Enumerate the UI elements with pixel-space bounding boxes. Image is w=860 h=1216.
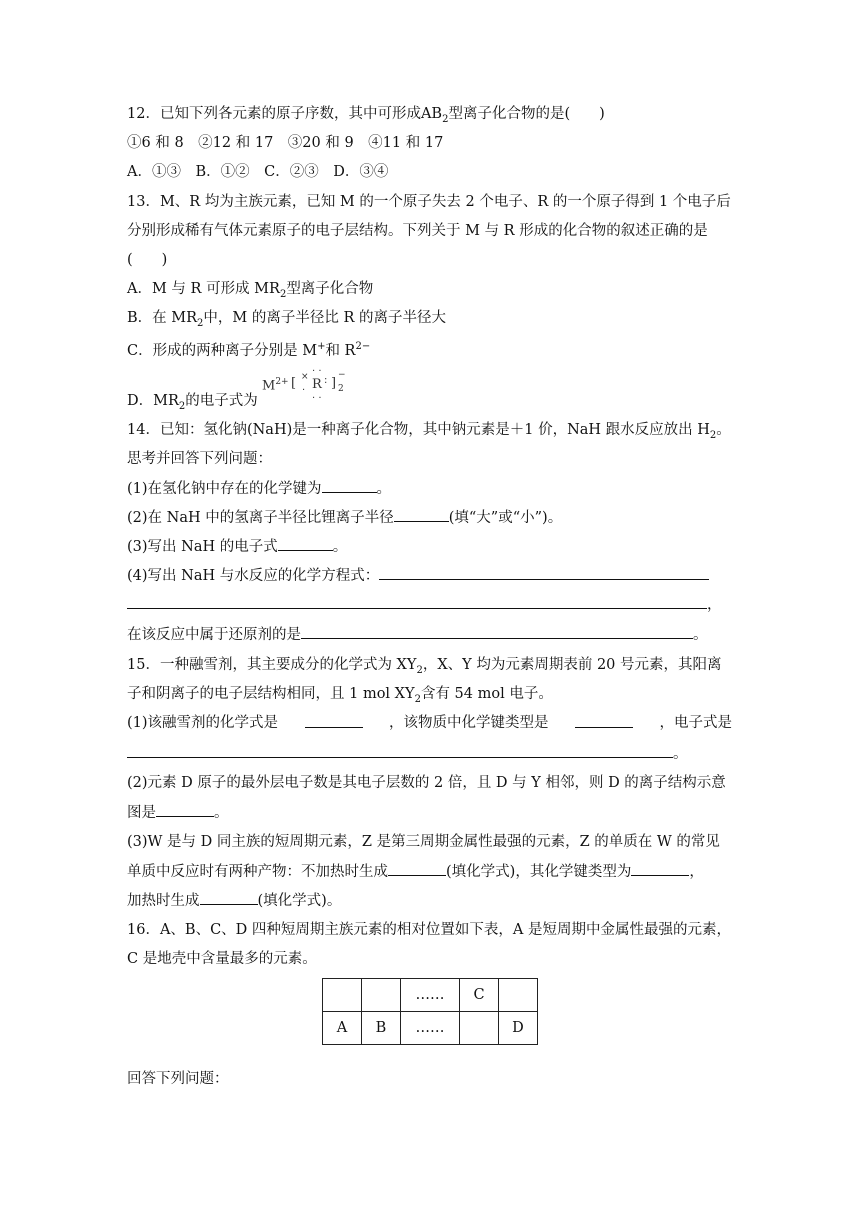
answer-blank[interactable] <box>200 890 258 905</box>
q15-part-3: (3)W 是与 D 同主族的短周期元素，Z 是第三周期金属性最强的元素，Z 的单质在 W 的常见 <box>127 834 720 850</box>
q14-part-4-cont: ， <box>127 594 722 615</box>
table-cell: B <box>362 1012 401 1045</box>
q13-option-c: C．形成的两种离子分别是 M+和 $R^{2-}$ <box>127 341 371 359</box>
q15-stem-2: 子和阴离子的电子层结构相同，且 1 mol $XY_2$含有 54 mol 电子。 <box>127 686 553 705</box>
answer-blank[interactable] <box>379 565 709 580</box>
q13-option-d: D．$MR_2$的电子式为 <box>127 393 258 412</box>
q15-part-2: (2)元素 D 原子的最外层电子数是其电子层数的 2 倍，且 D 与 Y 相邻，则 D 的离子结构示意 <box>127 775 726 791</box>
answer-blank[interactable] <box>127 594 707 609</box>
answer-blank[interactable] <box>575 713 633 728</box>
q15-part-2-cont: 图是 。 <box>127 802 229 823</box>
table-cell <box>323 979 362 1012</box>
q12-options: A．①③ B．①② C．②③ D．③④ <box>127 164 389 180</box>
q12-stem: 12．已知下列各元素的原子序数，其中可形成$AB_2$型离子化合物的是( ) <box>127 106 605 125</box>
q13-option-b: B．在 $MR_2$中，M 的离子半径比 R 的离子半径大 <box>127 310 446 329</box>
q15-part-1: (1)该融雪剂的化学式是 ，该物质中化学键类型是 ，电子式是 <box>127 715 732 731</box>
table-cell <box>362 979 401 1012</box>
table-row <box>323 979 538 1012</box>
answer-blank[interactable] <box>394 507 449 522</box>
q12-pairs: ①6 和 8 ②12 和 17 ③20 和 9 ④11 和 17 <box>127 135 444 151</box>
table-cell <box>460 1012 499 1045</box>
q16-followup: 回答下列问题： <box>127 1071 229 1087</box>
answer-blank[interactable] <box>156 802 214 817</box>
table-cell <box>499 979 538 1012</box>
periodic-position-table <box>322 978 538 1045</box>
answer-blank[interactable] <box>301 624 693 639</box>
q15-part-3-cont: 单质中反应时有两种产物：不加热时生成 (填化学式)，其化学键类型为 ， <box>127 861 704 882</box>
table-cell: D <box>499 1012 538 1045</box>
answer-blank[interactable] <box>631 861 689 876</box>
table-cell: C <box>460 979 499 1012</box>
q14-part-4: (4)写出 NaH 与水反应的化学方程式： <box>127 565 709 586</box>
q15-part-3-cont2: 加热时生成 (填化学式)。 <box>127 890 341 911</box>
answer-blank[interactable] <box>127 743 673 758</box>
table-cell: …… <box>401 979 460 1012</box>
answer-blank[interactable] <box>305 713 363 728</box>
q13-stem-1: 13．M、R 均为主族元素，已知 M 的一个原子失去 2 个电子、R 的一个原子得到 1 个电子后 <box>127 194 731 210</box>
answer-blank[interactable] <box>322 478 377 493</box>
table-cell: …… <box>401 1012 460 1045</box>
q14-part-5: 在该反应中属于还原剂的是 。 <box>127 624 708 645</box>
q14-stem-1: 14．已知：氢化钠(NaH)是一种离子化合物，其中钠元素是＋1 价，NaH 跟水反应放出 $H_2$。 <box>127 422 731 441</box>
table-row <box>323 1012 538 1045</box>
q14-stem-2: 思考并回答下列问题： <box>127 451 272 467</box>
electron-formula: $M^{2+}$ [ × . . . R . . : ] − 2 <box>262 363 346 401</box>
answer-blank[interactable] <box>278 536 333 551</box>
q16-stem-1: 16．A、B、C、D 四种短周期主族元素的相对位置如下表，A 是短周期中金属性最强的元素， <box>127 922 731 938</box>
q13-option-a: A．M 与 R 可形成 $MR_2$型离子化合物 <box>127 281 374 300</box>
q14-part-1: (1)在氢化钠中存在的化学键为 。 <box>127 478 391 499</box>
q13-stem-3: ( ) <box>127 252 168 268</box>
q14-part-2: (2)在 NaH 中的氢离子半径比锂离子半径 (填“大”或“小”)。 <box>127 507 562 528</box>
answer-blank[interactable] <box>388 861 446 876</box>
table-cell: A <box>323 1012 362 1045</box>
q14-part-3: (3)写出 NaH 的电子式 。 <box>127 536 347 557</box>
q15-part-1-cont: 。 <box>127 743 688 764</box>
q15-stem-1: 15．一种融雪剂，其主要成分的化学式为 $XY_2$，X、Y 均为元素周期表前 20 号元素，其阳离 <box>127 657 722 676</box>
q16-stem-2: C 是地壳中含量最多的元素。 <box>127 951 317 967</box>
q13-stem-2: 分别形成稀有气体元素原子的电子层结构。下列关于 M 与 R 形成的化合物的叙述正确的是 <box>127 223 708 239</box>
